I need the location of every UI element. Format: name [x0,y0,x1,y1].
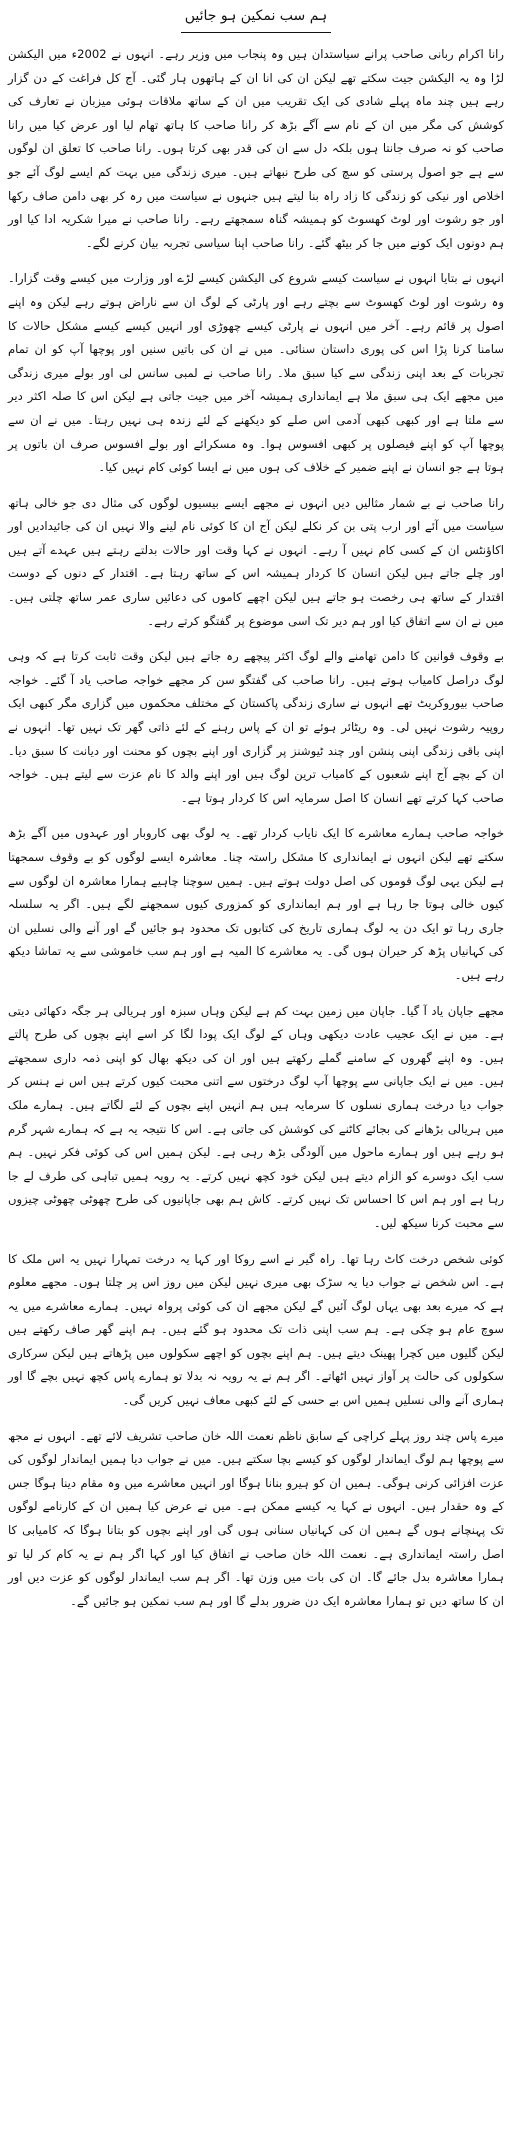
paragraph: رانا اکرام ربانی صاحب پرانے سیاستدان ہیں وہ پنجاب میں وزیر رہے۔ انہوں نے 2002ء میں الیکشن لڑا وہ یہ الیکشن جیت سکتے تھے لیکن ان کی انا ان کے ہاتھوں ہار گئی۔ آج کل فراغت کے دن گزار رہے ہیں چند ماہ پہلے شادی کی ایک تقریب میں ان کے ساتھ ملاقات ہوئی میزبان نے تعارف کی کوشش کی مگر میں ان کے نام سے آگے بڑھ کر رانا صاحب کا ہاتھ تھام لیا اور عرض کیا میں رانا صاحب کو نہ صرف جانتا ہوں بلکہ دل سے ان کی قدر بھی کرتا ہوں۔ رانا صاحب کا تعلق ان لوگوں سے ہے جو اصول پرستی کو سچ کی طرح نبھاتے ہیں۔ میری زندگی میں بہت کم ایسے لوگ آئے جو اخلاص اور نیکی کو زندگی کا زاد راہ بنا لیتے ہیں جنہوں نے سیاست میں رہ کر بھی دامن صاف رکھا اور جو رشوت اور لوٹ کھسوٹ کو ہمیشہ گناہ سمجھتے رہے۔ رانا صاحب نے میرا شکریہ ادا کیا اور ہم دونوں ایک کونے میں جا کر بیٹھ گئے۔ رانا صاحب اپنا سیاسی تجربہ بیان کرنے لگے۔ [8,47,504,250]
paragraph: خواجہ صاحب ہمارے معاشرے کا ایک نایاب کردار تھے۔ یہ لوگ بھی کاروبار اور عہدوں میں آگے بڑھ سکتے تھے لیکن انہوں نے ایمانداری کا مشکل راستہ چنا۔ معاشرہ ایسے لوگوں کو بے وقوف سمجھتا ہے لیکن یہی لوگ قوموں کی اصل دولت ہوتے ہیں۔ ہمیں سوچنا چاہیے ہمارا معاشرہ ان لوگوں سے کیوں خالی ہوتا جا رہا ہے اور ہم ایمانداری کو کمزوری کیوں سمجھنے لگے ہیں۔ اگر یہ سلسلہ جاری رہا تو ایک دن یہ لوگ ہماری تاریخ کی کتابوں تک محدود ہو جائیں گے اور آنے والی نسلیں ان کی کہانیاں پڑھ کر حیران ہوں گی۔ یہ معاشرے کا المیہ ہے اور ہم سب خاموشی سے یہ تماشا دیکھ رہے ہیں۔ [8,826,504,982]
paragraph: میرے پاس چند روز پہلے کراچی کے سابق ناظم نعمت اللہ خان صاحب تشریف لائے تھے۔ انہوں نے مجھ سے پوچھا ہم لوگ ایماندار لوگوں کو کیسے بچا سکتے ہیں۔ میں نے جواب دیا ہمیں ایماندار لوگوں کی عزت افزائی کرنی ہوگی۔ ہمیں ان کو ہیرو بنانا ہوگا اور انہیں معاشرے میں وہ مقام دینا ہوگا جس کے وہ حقدار ہیں۔ انہوں نے کہا یہ کیسے ممکن ہے۔ میں نے عرض کیا ہمیں ان کے کارنامے لوگوں تک پہنچانے ہوں گے ہمیں ان کی کہانیاں سنانی ہوں گی اور اپنے بچوں کو بتانا ہوگا کہ کامیابی کا اصل راستہ ایمانداری ہے۔ نعمت اللہ خان صاحب نے اتفاق کیا اور کہا اگر ہم نے یہ کام کر لیا تو ہمارا معاشرہ بدل جائے گا۔ ان کی بات میں وزن تھا۔ اگر ہم سب ایماندار لوگوں کو عزت دیں اور ان کا ساتھ دیں تو ہمارا معاشرہ ایک دن ضرور بدلے گا اور ہم سب نمکین ہو جائیں گے۔ [8,1428,504,1608]
paragraph: مجھے جاپان یاد آ گیا۔ جاپان میں زمین بہت کم ہے لیکن وہاں سبزہ اور ہریالی ہر جگہ دکھائی دیتی ہے۔ میں نے ایک عجیب عادت دیکھی وہاں کے لوگ ایک پودا لگا کر اسے اپنے بچوں کی طرح پالتے ہیں۔ وہ اپنے گھروں کے سامنے گملے رکھتے ہیں اور ان کی دیکھ بھال کو اپنی ذمہ داری سمجھتے ہیں۔ میں نے ایک جاپانی سے پوچھا آپ لوگ درختوں سے اتنی محبت کیوں کرتے ہیں اس نے ہنس کر جواب دیا درخت ہماری نسلوں کا سرمایہ ہیں ہم انہیں اپنے بچوں کے لئے لگاتے ہیں۔ ہمارے ملک میں ہریالی بڑھانے کی بجائے کاٹنے کی کوشش کی جاتی ہے۔ اس کا نتیجہ یہ ہے کہ ہمارے شہر گرم ہو رہے ہیں اور ہمارے ماحول میں آلودگی بڑھ رہی ہے۔ لیکن ہمیں اس کی کوئی فکر نہیں۔ ہم سب ایک دوسرے کو الزام دیتے ہیں لیکن خود کچھ نہیں کرتے۔ یہ رویہ ہمیں تباہی کی طرف لے جا رہا ہے اور ہم اس کا احساس تک نہیں کرتے۔ کاش ہم بھی جاپانیوں کی طرح چھوٹی چھوٹی چیزوں سے محبت کرنا سیکھ لیں۔ [8,1003,504,1230]
headline-underline [181,32,331,33]
paragraph: رانا صاحب نے بے شمار مثالیں دیں انہوں نے مجھے ایسے بیسیوں لوگوں کی مثال دی جو خالی ہاتھ سیاست میں آئے اور ارب پتی بن کر نکلے لیکن آج ان کا کوئی نام لینے والا نہیں ان کی جائیدادیں اور اکاؤنٹس ان کے کسی کام نہیں آ رہے۔ انہوں نے کہا وقت اور حالات بدلتے رہتے ہیں عہدے آتے ہیں اور چلے جاتے ہیں لیکن انسان کا کردار ہمیشہ اس کے ساتھ رہتا ہے۔ اقتدار کے دنوں کے دوست اقتدار کے ساتھ ہی رخصت ہو جاتے ہیں لیکن اچھے کاموں کی دعائیں ساری عمر ساتھ چلتی ہیں۔ میں نے ان سے اتفاق کیا اور ہم دیر تک اسی موضوع پر گفتگو کرتے رہے۔ [8,495,504,628]
paragraph: کوئی شخص درخت کاٹ رہا تھا۔ راہ گیر نے اسے روکا اور کہا یہ درخت تمہارا نہیں یہ اس ملک کا ہے۔ اس شخص نے جواب دیا یہ سڑک بھی میری نہیں لیکن میں روز اس پر چلتا ہوں۔ مجھے معلوم ہے کہ میرے بعد بھی یہاں لوگ آئیں گے لیکن مجھے ان کی کوئی پرواہ نہیں۔ ہمارے معاشرے میں یہ سوچ عام ہو چکی ہے۔ ہم سب اپنی ذات تک محدود ہو گئے ہیں۔ ہم اپنے گھر صاف رکھتے ہیں لیکن گلیوں میں کچرا پھینک دیتے ہیں۔ ہم اپنے بچوں کو اچھے سکولوں میں پڑھاتے ہیں لیکن سرکاری سکولوں کی حالت پر آواز نہیں اٹھاتے۔ اگر ہم نے یہ رویہ نہ بدلا تو ہمارے پاس کچھ نہیں بچے گا اور ہماری آنے والی نسلیں ہمیں اس بے حسی کے لئے کبھی معاف نہیں کریں گی۔ [8,1251,504,1408]
paragraph: بے وقوف قوانین کا دامن تھامنے والے لوگ اکثر پیچھے رہ جاتے ہیں لیکن وقت ثابت کرتا ہے کہ وہی لوگ دراصل کامیاب ہوتے ہیں۔ رانا صاحب کی گفتگو سن کر مجھے خواجہ صاحب یاد آ گئے۔ خواجہ صاحب بیوروکریٹ تھے انہوں نے ساری زندگی پاکستان کے مختلف محکموں میں گزاری مگر کبھی ایک روپیہ رشوت نہیں لی۔ وہ ریٹائر ہوئے تو ان کے پاس رہنے کے لئے ذاتی گھر تک نہیں تھا۔ انہوں نے اپنی باقی زندگی اپنی پنشن اور چند ٹیوشنز پر گزاری اور اپنے بچوں کو محنت اور دیانت کا سبق دیا۔ ان کے بچے آج اپنے شعبوں کے کامیاب ترین لوگ ہیں اور اپنے والد کا نام عزت سے لیتے ہیں۔ خواجہ صاحب کہا کرتے تھے انسان کا اصل سرمایہ اس کا کردار ہوتا ہے۔ [8,649,504,805]
article-body [8,43,504,1613]
headline: ہم سب نمکین ہو جائیں [184,8,328,24]
paragraph: انہوں نے بتایا انہوں نے سیاست کیسے شروع کی الیکشن کیسے لڑے اور وزارت میں کیسے وقت گزارا۔ وہ رشوت اور لوٹ کھسوٹ سے بچتے رہے اور پارٹی کے لوگ ان سے ناراض ہوتے رہے لیکن وہ اپنے اصول پر قائم رہے۔ آخر میں انہوں نے پارٹی کیسے چھوڑی اور انہیں کیسے کیسے مشکل حالات کا سامنا کرنا پڑا اس کی پوری داستان سنائی۔ میں نے ان کی باتیں سنیں اور پوچھا آپ کو ان تمام تجربات کے بعد اپنی زندگی سے کیا سبق ملا۔ رانا صاحب نے لمبی سانس لی اور بولے میری زندگی میں مجھے ایک ہی سبق ملا ہے ایمانداری ہمیشہ آخر میں جیت جاتی ہے لیکن اس کا صلہ اکثر دیر سے ملتا ہے اور کبھی کبھی آدمی اس صلے کو دیکھنے کے لئے زندہ ہی نہیں رہتا۔ میں نے ان سے پوچھا آپ کو اپنے فیصلوں پر کبھی افسوس ہوا۔ وہ مسکرائے اور بولے افسوس صرف ان باتوں پر ہوتا ہے جو انسان نے اپنے ضمیر کے خلاف کی ہوں میں نے ایسا کوئی کام نہیں کیا۔ [8,271,504,475]
